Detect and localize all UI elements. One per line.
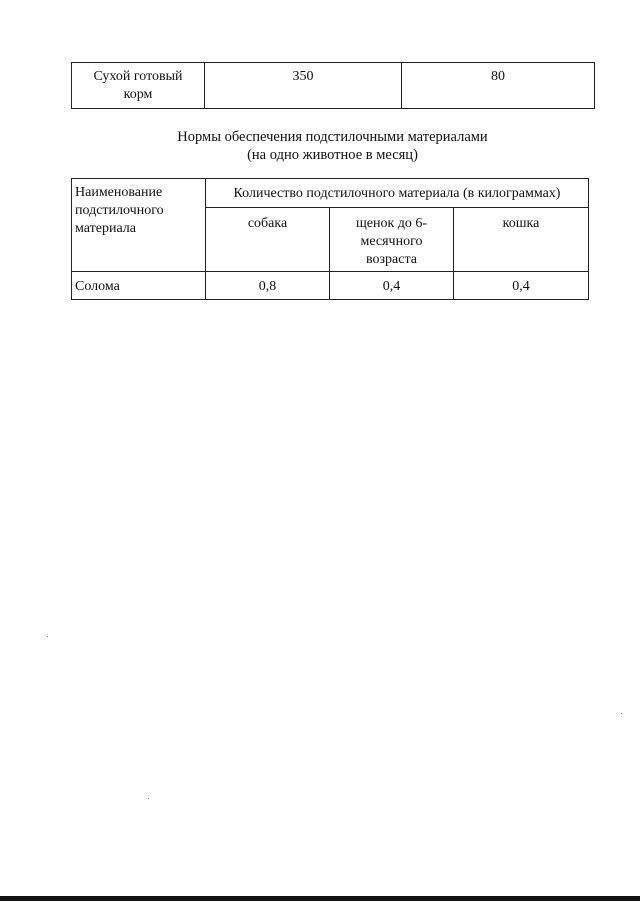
bedding-norms-table (71, 178, 589, 300)
food-norms-table-continuation (71, 62, 595, 109)
scan-speck (621, 713, 622, 714)
column-header: кошка (454, 208, 589, 272)
column-header: щенок до 6-месячного возраста (330, 208, 454, 272)
value-cell: 0,4 (330, 272, 454, 300)
table-row (72, 272, 589, 300)
column-header: собака (206, 208, 330, 272)
table-row (72, 63, 595, 109)
header-quantity: Количество подстилочного материала (в килограммах) (206, 179, 589, 208)
food-name-cell: Сухой готовый корм (72, 63, 205, 109)
material-name-cell: Солома (72, 272, 206, 300)
food-value-cell: 80 (402, 63, 595, 109)
scan-speck (148, 798, 149, 799)
section-subtitle: (на одно животное в месяц) (247, 147, 418, 163)
header-material-name: Наименование подстилочного материала (72, 179, 206, 272)
scan-edge-line (0, 896, 640, 901)
food-value-cell: 350 (205, 63, 402, 109)
scan-speck (47, 636, 48, 637)
value-cell: 0,8 (206, 272, 330, 300)
value-cell: 0,4 (454, 272, 589, 300)
table-header-row (72, 179, 589, 208)
section-title: Нормы обеспечения подстилочными материалами (177, 129, 488, 145)
